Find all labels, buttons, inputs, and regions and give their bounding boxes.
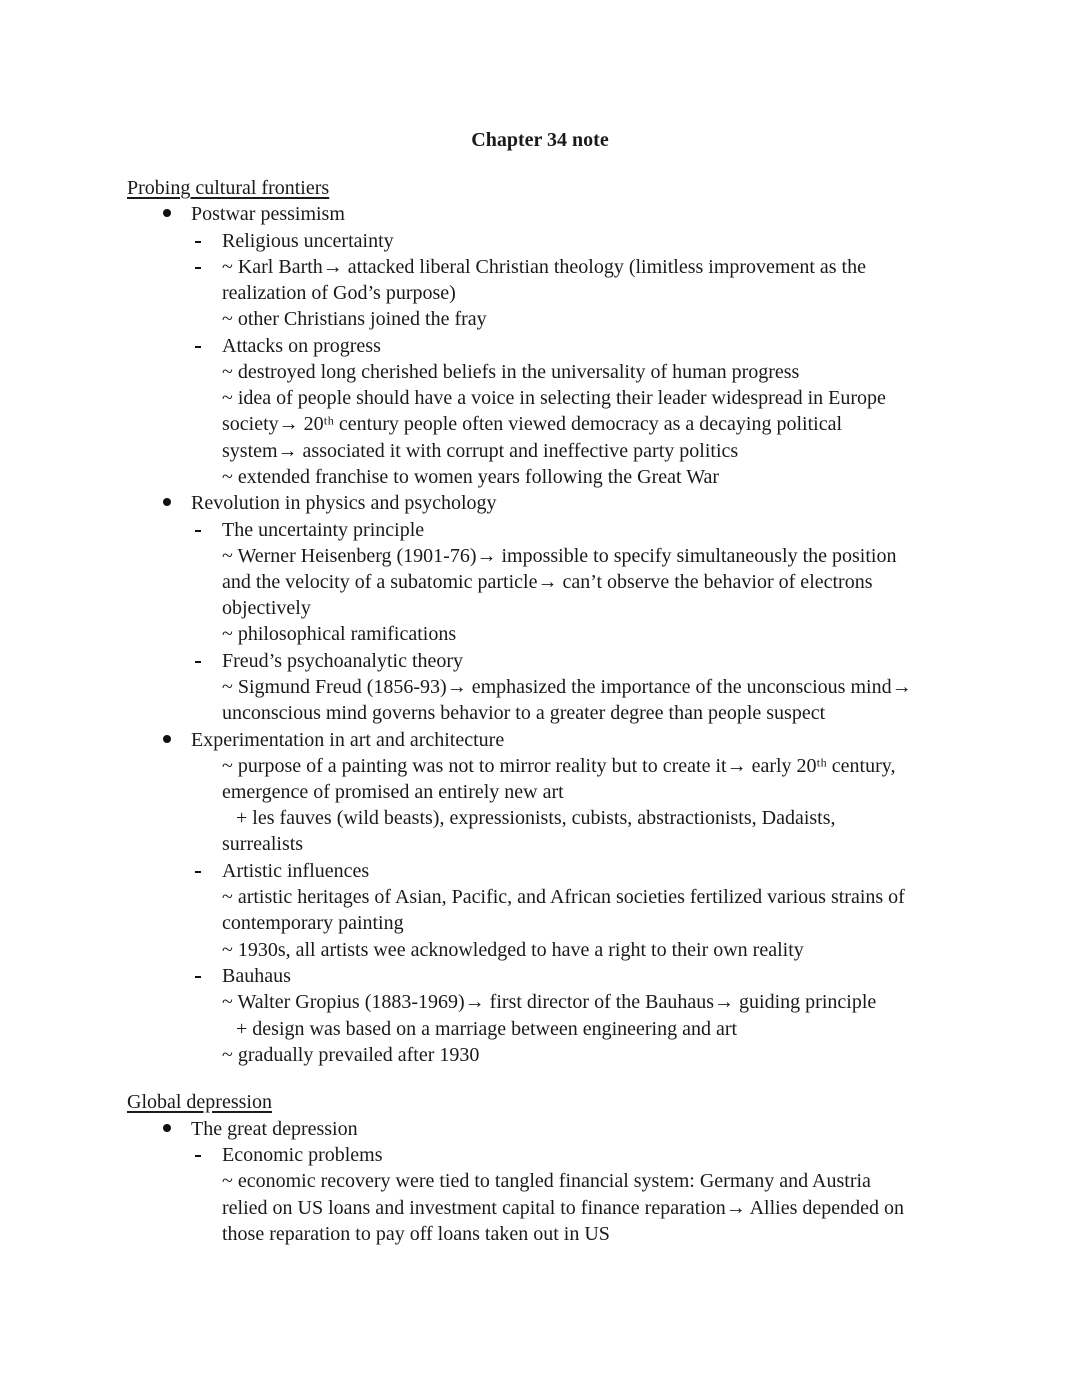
- dash-icon: [195, 1155, 201, 1157]
- dash-icon: [195, 661, 201, 663]
- note-line: ~ Karl Barth→ attacked liberal Christian theology (limitless improvement as the: [222, 256, 866, 278]
- note-line: ~ Sigmund Freud (1856-93)→ emphasized the importance of the unconscious mind→: [222, 676, 912, 698]
- note-line: ~ gradually prevailed after 1930: [222, 1044, 480, 1066]
- subtopic-line: Economic problems: [222, 1144, 383, 1166]
- subtopic-line: Bauhaus: [222, 965, 291, 987]
- note-line: realization of God’s purpose): [222, 282, 456, 304]
- subtopic-line: The uncertainty principle: [222, 519, 425, 541]
- topic-line: The great depression: [191, 1118, 358, 1140]
- subtopic-line: Artistic influences: [222, 860, 370, 882]
- bullet-icon: [163, 209, 171, 217]
- note-line: unconscious mind governs behavior to a greater degree than people suspect: [222, 702, 826, 724]
- dash-icon: [195, 267, 201, 269]
- subtopic-line: Attacks on progress: [222, 335, 381, 357]
- note-line: ~ Walter Gropius (1883-1969)→ first director of the Bauhaus→ guiding principle: [222, 991, 877, 1013]
- dash-icon: [195, 241, 201, 243]
- topic-line: Experimentation in art and architecture: [191, 729, 505, 751]
- section-heading: Probing cultural frontiers: [127, 177, 330, 199]
- bullet-icon: [163, 498, 171, 506]
- dash-icon: [195, 530, 201, 532]
- note-line: ~ 1930s, all artists wee acknowledged to have a right to their own reality: [222, 939, 804, 961]
- note-line: surrealists: [222, 833, 304, 855]
- note-line: those reparation to pay off loans taken out in US: [222, 1223, 610, 1245]
- note-line: + design was based on a marriage between engineering and art: [236, 1018, 738, 1040]
- topic-line: Postwar pessimism: [191, 203, 345, 225]
- note-line: objectively: [222, 597, 311, 619]
- bullet-icon: [163, 735, 171, 743]
- note-line: emergence of promised an entirely new art: [222, 781, 564, 803]
- note-line: contemporary painting: [222, 912, 404, 934]
- note-line: ~ other Christians joined the fray: [222, 308, 487, 330]
- note-line: ~ economic recovery were tied to tangled financial system: Germany and Austria: [222, 1170, 871, 1192]
- note-line: ~ idea of people should have a voice in selecting their leader widespread in Europe: [222, 387, 886, 409]
- bullet-icon: [163, 1124, 171, 1132]
- note-line: society→ 20ᵗʰ century people often viewed democracy as a decaying political: [222, 413, 843, 435]
- note-line: ~ destroyed long cherished beliefs in the universality of human progress: [222, 361, 800, 383]
- note-line: ~ philosophical ramifications: [222, 623, 457, 645]
- section-heading: Global depression: [127, 1091, 272, 1113]
- note-line: ~ artistic heritages of Asian, Pacific, and African societies fertilized various strains of: [222, 886, 905, 908]
- note-line: system→ associated it with corrupt and ineffective party politics: [222, 440, 739, 462]
- note-line: ~ purpose of a painting was not to mirror reality but to create it→ early 20ᵗʰ century,: [222, 755, 896, 777]
- subtopic-line: Religious uncertainty: [222, 230, 394, 252]
- dash-icon: [195, 871, 201, 873]
- topic-line: Revolution in physics and psychology: [191, 492, 497, 514]
- note-line: relied on US loans and investment capital to finance reparation→ Allies depended on: [222, 1197, 905, 1219]
- subtopic-line: Freud’s psychoanalytic theory: [222, 650, 464, 672]
- dash-icon: [195, 976, 201, 978]
- note-line: and the velocity of a subatomic particle→ can’t observe the behavior of electrons: [222, 571, 873, 593]
- note-line: ~ Werner Heisenberg (1901-76)→ impossible to specify simultaneously the position: [222, 545, 897, 567]
- dash-icon: [195, 346, 201, 348]
- page-title: Chapter 34 note: [471, 129, 609, 151]
- note-line: + les fauves (wild beasts), expressionists, cubists, abstractionists, Dadaists,: [236, 807, 836, 829]
- note-line: ~ extended franchise to women years following the Great War: [222, 466, 720, 488]
